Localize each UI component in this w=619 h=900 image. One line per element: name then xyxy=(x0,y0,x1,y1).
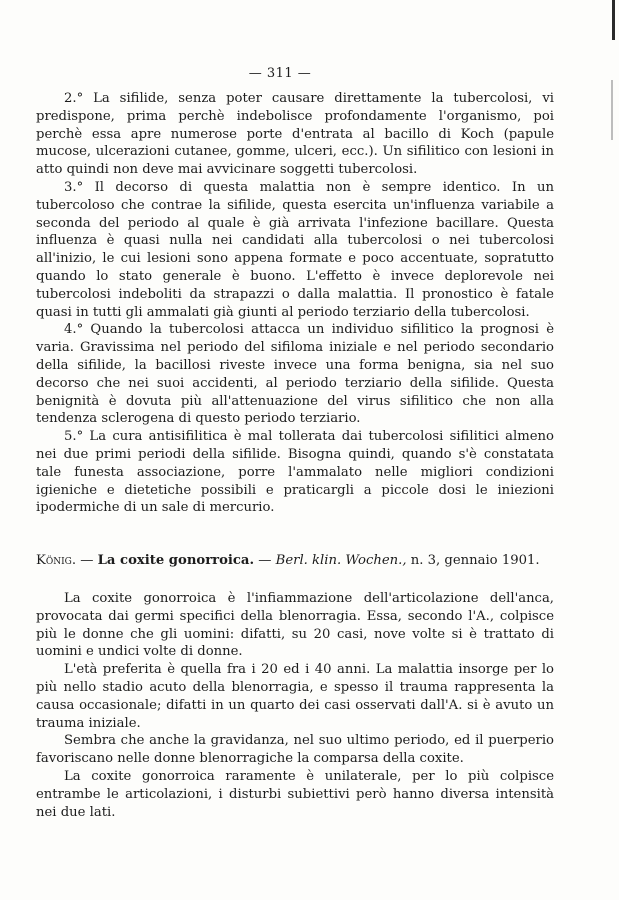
page-edge-shadow xyxy=(611,80,613,140)
section-tubercolosi-sifilide xyxy=(36,90,554,517)
page-edge-mark xyxy=(612,0,615,40)
section-coxite-gonorroica xyxy=(36,590,554,821)
paragraph-coxite-1: La coxite gonorroica è l'infiammazione dell'articolazione dell'anca, provocata dai germi specifici della blenorragia. Essa, secondo l'A., colpisce più le donne che gli uomini: difatti, su 20 casi, nove volte si è trattato di uomini e undici volte di donne. xyxy=(36,591,554,660)
article-reference xyxy=(36,552,554,570)
reference-author: König. xyxy=(36,553,77,568)
paragraph-coxite-2: L'età preferita è quella fra i 20 ed i 40 anni. La malattia insorge per lo più nello stadio acuto della blenorragia, e spesso il trauma rappresenta la causa occasionale; difatti in un quarto dei casi osservati dall'A. si è avuto un trauma iniziale. xyxy=(36,662,554,731)
paragraph-5: 5.° La cura antisifilitica è mal tollerata dai tubercolosi sifilitici almeno nei due primi periodi della sifilide. Bisogna quindi, quando s'è constatata tale funesta associazione, porre l'ammalato nelle migliori condizioni igieniche e dietetiche possibili e praticargli a piccole dosi le iniezioni ipodermiche di un sale di mercurio. xyxy=(36,429,554,516)
reference-line xyxy=(36,552,554,570)
paragraph-4: 4.° Quando la tubercolosi attacca un individuo sifilitico la prognosi è varia. Gravissima nel periodo del sifiloma iniziale e nel periodo secondario della sifilide, la bacillosi riveste invece una forma benigna, sia nel suo decorso che nei suoi accidenti, al periodo terziario della sifilide. Questa benignità è dovuta più all'attenuazione del virus sifilitico che non alla tendenza sclerogena di questo periodo terziario. xyxy=(36,322,554,427)
reference-dash: — xyxy=(76,553,98,568)
reference-details: n. 3, gennaio 1901. xyxy=(406,553,540,568)
paragraph-coxite-4: La coxite gonorroica raramente è unilaterale, per lo più colpisce entrambe le articolazioni, i disturbi subiettivi però hanno diversa intensità nei due lati. xyxy=(36,768,554,820)
paragraph-3: 3.° Il decorso di questa malattia non è sempre identico. In un tubercoloso che contrae la sifilide, questa esercita un'influenza variabile a seconda del periodo al quale è già arrivata l'infezione bacillare. Questa influenza è quasi nulla nei candidati alla tubercolosi o nei tubercolosi all'inizio, le cui lesioni sono appena formate e poco accentuate, sopratutto quando lo stato generale è buono. L'effetto è invece deplorevole nei tubercolosi indeboliti da strapazzi o dalla malattia. Il pronostico è fatale quasi in tutti gli ammalati già giunti al periodo terziario della tubercolosi. xyxy=(36,179,554,320)
reference-dash: — xyxy=(254,553,276,568)
reference-title: La coxite gonorroica. xyxy=(97,553,255,568)
page-number: — 311 — xyxy=(248,66,312,81)
paragraph-coxite-3: Sembra che anche la gravidanza, nel suo ultimo periodo, ed il puerperio favoriscano nelle donne blenorragiche la comparsa della coxite. xyxy=(36,733,554,767)
paragraph-2: 2.° La sifilide, senza poter causare direttamente la tubercolosi, vi predispone, prima perchè indebolisce profondamente l'organismo, poi perchè essa apre numerose porte d'entrata al bacillo di Koch (papule mucose, ulcerazioni cutanee, gomme, ulceri, ecc.). Un sifilitico con lesioni in atto quindi non deve mai avvicinare soggetti tubercolosi. xyxy=(36,91,554,178)
reference-journal: Berl. klin. Wochen., xyxy=(275,553,407,568)
